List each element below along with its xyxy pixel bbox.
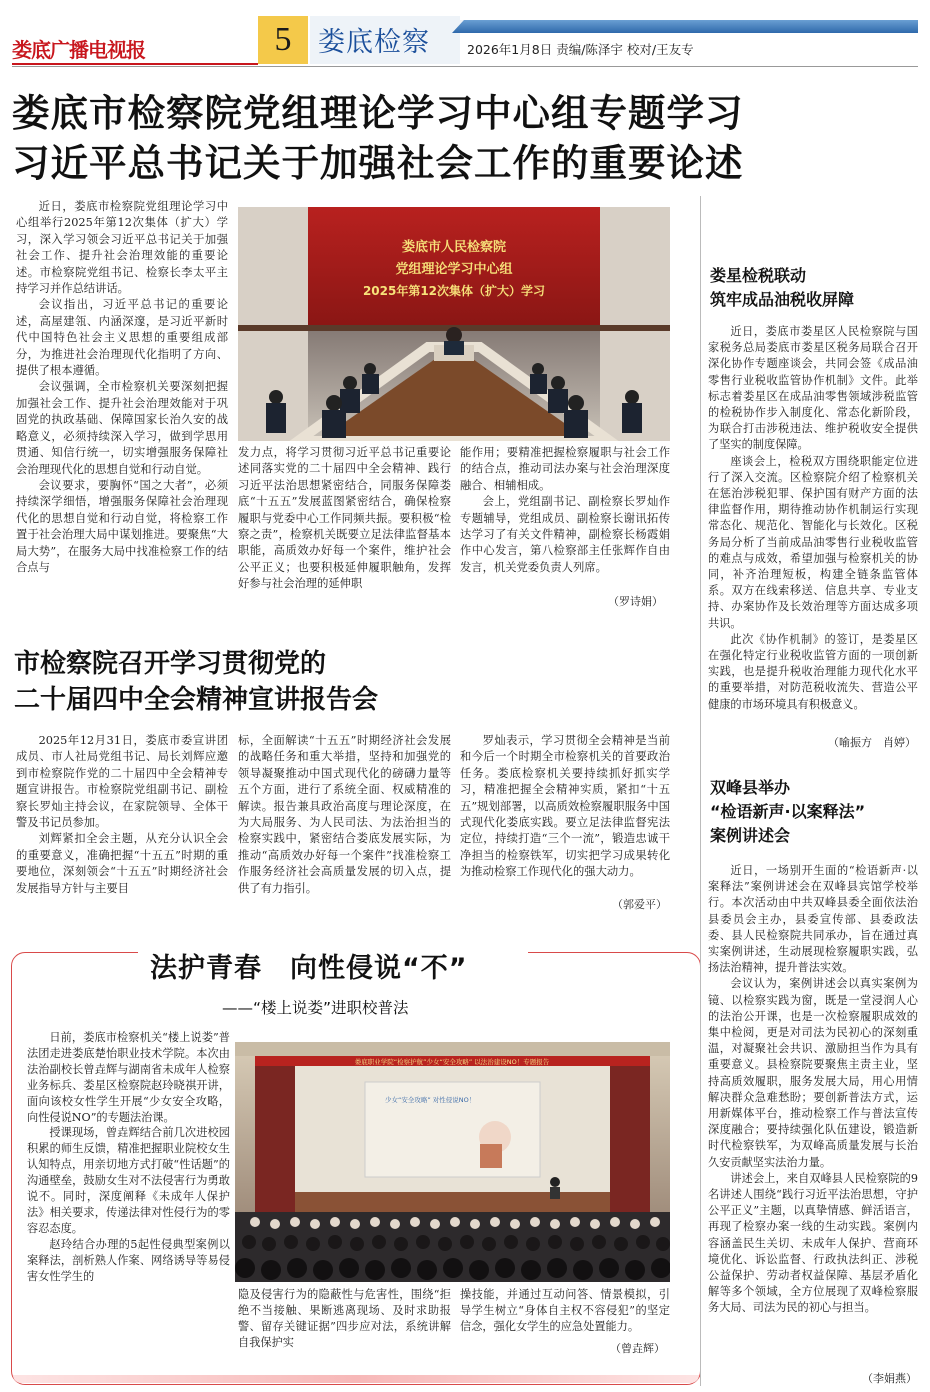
article3-byline: （曾垚辉） bbox=[610, 1342, 665, 1355]
side2-headline-line3: 案例讲述会 bbox=[710, 826, 791, 845]
column-divider bbox=[700, 196, 701, 1386]
photo-screen-text: 少女“安全攻略” 对性侵说NO！ bbox=[385, 1096, 476, 1104]
audience bbox=[235, 1212, 670, 1282]
side1-body bbox=[708, 324, 918, 728]
article3-paragraph: 授课现场，曾垚辉结合前几次进校园积累的师生反馈，精准把握职业院校女生认知特点，用亲切地方式打破“性话题”的沟通壁垒，鼓励女生对不法侵害行为勇敢说不。同时，深度阐释《未成年人保护法》相关要求，传递法律对性侵行为的零容忍态度。 bbox=[27, 1126, 230, 1235]
article2-paragraph: 标，全面解读“十五五”时期经济社会发展的战略任务和重大举措，坚持和加强党的领导凝聚推动中国式现代化的磅礴力量等五个方面，进行了系统全面、权威精准的解读。报告兼具政治高度与理论深度，在为大局服务、为人民司法、为法治担当的检察实践中，紧密结合娄底发展实际，为推动“高质效办好每一个案件”找准检察工作服务经济社会高质量发展的切入点，提供了有力指引。 bbox=[238, 734, 451, 895]
meeting-photo-illustration bbox=[238, 207, 670, 441]
article2-headline bbox=[14, 646, 378, 718]
article1-paragraph: 近日，娄底市检察院党组理论学习中心组举行2025年第12次集体（扩大）学习，深入学习领会习近平总书记关于加强社会工作、提升社会治理效能的重要论述。市检察院党组书记、检察长李太平主持学习并作总结讲话。 bbox=[16, 200, 228, 296]
article3-paragraph: 日前，娄底市检察机关“楼上说娄”普法团走进娄底楚怡职业技术学院。本次由法治副校长曾垚辉与湖南省未成年人检察业务标兵、娄星区检察院赵玲晓祺开讲，面向该校女性学生开展“少女安全攻略，向性侵说NO”的专题法治课。 bbox=[27, 1031, 230, 1124]
side1-paragraph: 近日，娄底市娄星区人民检察院与国家税务总局娄底市娄星区税务局联合召开深化协作专题座谈会，共同会签《成品油零售行业税收监管协作机制》文件。此举标志着娄星区在成品油零售领域涉税监管的检税协作步入制度化、常态化新阶段，为联合打击涉税违法、维护税收安全提供了坚实的制度保障。 bbox=[708, 325, 918, 452]
article1-headline bbox=[12, 88, 918, 188]
article2-column-1 bbox=[16, 733, 228, 918]
side2-headline-line1: 双峰县举办 bbox=[710, 778, 791, 797]
photo-screen-line3: 2025年第12次集体（扩大）学习 bbox=[362, 284, 546, 298]
article1-paragraph: 会议要求，要胸怀“国之大者”，必须持续深学细悟，增强服务保障社会治理现代化的思想自觉和行动自觉，将检察工作置于社会治理大局中谋划推进。要聚焦“大局大势”，在服务大局中找准检察工作的结合点与 bbox=[16, 478, 228, 574]
article3-paragraph: 赵玲结合办理的5起性侵典型案例以案释法，剖析熟人作案、网络诱导等易侵害女性学生的 bbox=[27, 1237, 230, 1283]
article3-paragraph: 操技能，并通过互动问答、情景模拟，引导学生树立“身体自主权不容侵犯”的坚定信念，强化女学生的应急处置能力。 bbox=[460, 1288, 670, 1333]
side2-headline bbox=[710, 776, 865, 848]
article1-byline: （罗诗娟） bbox=[608, 595, 663, 608]
masthead bbox=[0, 0, 930, 68]
side1-headline bbox=[710, 264, 854, 312]
article2-column-3 bbox=[460, 733, 670, 903]
article2-paragraph: 罗灿表示，学习贯彻全会精神是当前和今后一个时期全市检察机关的首要政治任务。娄底检察机关要持续抓好抓实学习，精准把握全会精神实质，紧扣“十五五”规划部署，以高质效检察履职服务中国式现代化娄底实践。要立足法律监督宪法定位，持续打造“三个一流”，锻造忠诚干净担当的检察铁军，切实把学习成果转化为推动检察工作现代化的强大动力。 bbox=[460, 734, 670, 879]
article1-paragraph: 能作用；要精准把握检察履职与社会工作的结合点，推动司法办案与社会治理深度融合、相辅相成。 bbox=[460, 446, 670, 492]
article2-paragraph: 2025年12月31日，娄底市委宣讲团成员、市人社局党组书记、局长刘辉应邀到市检察院作党的二十届四中全会精神专题宣讲报告。市检察院党组副书记、副检察长罗灿主持会议，在家院领导、全体干警及书记员参加。 bbox=[16, 734, 228, 830]
side2-paragraph: 近日，一场别开生面的“检语新声·以案释法”案例讲述会在双峰县宾馆学校举行。本次活动由中共双峰县委全面依法治县委员会主办，县委宣传部、县委政法委、县人民检察院共同承办，旨在通过真实案例讲述，生动展现检察履职实践，弘扬法治精神，提升普法实效。 bbox=[708, 864, 918, 975]
article1-headline-line1: 娄底市检察院党组理论学习中心组专题学习 bbox=[12, 91, 744, 135]
article2-headline-line2: 二十届四中全会精神宣讲报告会 bbox=[14, 685, 379, 715]
article1-paragraph: 发力点，将学习贯彻习近平总书记重要论述同落实党的二十届四中全会精神、践行习近平法治思想紧密结合，同服务保障娄底“十五五”发展蓝图紧密结合，确保检察履职与党委中心工作同频共振。要积极“检察之责”，检察机关既要立足法律监督基本职能，高质效办好每一个案件，维护社会公平正义；也要积极延伸履职触角，发挥好参与社会治理的延伸职 bbox=[238, 446, 451, 591]
article3-paragraph: 隐及侵害行为的隐蔽性与危害性，围绕“拒绝不当接触、果断逃离现场、及时求助报警、留存关键证据”四步应对法，系统讲解自我保护实 bbox=[238, 1288, 451, 1349]
photo-banner-text: 娄底职业学院“检察护航”少女“安全攻略” 以法治建设NO！专题报告 bbox=[354, 1058, 550, 1066]
article3-photo bbox=[235, 1042, 670, 1282]
photo-screen-line2: 党组理论学习中心组 bbox=[395, 262, 513, 277]
article3-subtitle: ——“楼上说娄”进职校普法 bbox=[222, 999, 409, 1017]
side1-paragraph: 座谈会上，检税双方围绕职能定位进行了深入交流。区检察院介绍了检察机关在惩治涉税犯罪、保护国有财产方面的法律监督作用，期待推动协作机制运行实现常态化、规范化、智能化与长效化。区税务局分析了当前成品油零售行业税收监管的难点与成效，希望加强与检察机关的协同，补齐治理短板，构建全链条监管体系。双方在线索移送、信息共享、专业支持、办案协作及长效治理等方面达成多项共识。 bbox=[708, 454, 918, 630]
header-blue-rule bbox=[452, 20, 918, 33]
article2-paragraph: 刘辉紧扣全会主题，从充分认识全会的重要意义，准确把握“十五五”时期的重要地位，深刻领会“十五五”时期经济社会发展指导方针与主要目 bbox=[16, 832, 228, 895]
side2-headline-line2: “检语新声·以案释法” bbox=[710, 802, 866, 821]
article3-column-2 bbox=[238, 1287, 451, 1362]
article1-column-1 bbox=[16, 199, 228, 611]
lecture-photo-illustration bbox=[235, 1042, 670, 1282]
article1-headline-line2: 习近平总书记关于加强社会工作的重要论述 bbox=[12, 141, 744, 185]
side1-headline-line1: 娄星检税联动 bbox=[710, 266, 807, 285]
header-gray-rule bbox=[12, 66, 918, 67]
article2-headline-line1: 市检察院召开学习贯彻党的 bbox=[14, 649, 327, 679]
issue-meta: 2026年1月8日 责编/陈泽宇 校对/王友专 bbox=[467, 42, 694, 57]
section-name: 娄底检察 bbox=[318, 27, 430, 58]
article3-headline: 法护青春 向性侵说“不” bbox=[150, 953, 468, 984]
article1-paragraph: 会议强调，全市检察机关要深刻把握加强社会工作、提升社会治理效能对于巩固党的执政基础、保障国家长治久安的战略意义，必须持续深入学习，做到学思用贯通、知信行统一，切实增强服务保障社会治理现代化的思想自觉和行动自觉。 bbox=[16, 380, 228, 476]
header-red-rule bbox=[12, 63, 258, 65]
article1-column-3 bbox=[460, 445, 670, 595]
article1-paragraph: 会上，党组副书记、副检察长罗灿作专题辅导，党组成员、副检察长谢讯拓传达学习了有关文件精神，副检察长杨霞娟作中心发言，第八检察部主任张辉作自由发言，机关党委负责人列席。 bbox=[460, 495, 670, 574]
article2-column-2 bbox=[238, 733, 451, 918]
side1-byline: （喻振方 肖婷） bbox=[828, 736, 916, 749]
page-number: 5 bbox=[258, 16, 308, 64]
side2-byline: （李娟燕） bbox=[862, 1372, 917, 1385]
article1-column-2 bbox=[238, 445, 451, 611]
side2-paragraph: 会议认为，案例讲述会以真实案例为镜、以检察实践为窗，既是一堂浸润人心的法治公开课，也是一次检察履职成效的集中检阅，更是对司法为民初心的深刻重温，对凝聚社会共识、激励担当作为具有重要意义。县检察院要聚焦主责主业，坚持高质效履职，服务发展大局，用心用情解决群众急难愁盼；要创新普法方式，运用新媒体平台，推动检察工作与普法宣传深度融合；要持续强化队伍建设，锻造新时代检察铁军，为双峰高质量发展与长治久安贡献坚实法治力量。 bbox=[708, 977, 918, 1169]
article2-byline: （郭爱平） bbox=[612, 898, 667, 911]
article1-photo bbox=[238, 207, 670, 441]
photo-screen-line1: 娄底市人民检察院 bbox=[401, 240, 507, 255]
side2-body bbox=[708, 863, 918, 1367]
article1-paragraph: 会议指出，习近平总书记的重要论述，高屋建瓴、内涵深邃，是习近平新时代中国特色社会主义思想的重要组成部分，为推进社会治理现代化指明了方向、提供了根本遵循。 bbox=[16, 298, 228, 378]
side1-paragraph: 此次《协作机制》的签订，是娄星区在强化特定行业税收监管方面的一项创新实践，也是提升税收治理能力现代化水平的重要举措，对防范税收流失、营造公平健康的市场环境具有积极意义。 bbox=[708, 632, 918, 711]
article3-column-1 bbox=[27, 1030, 230, 1382]
side2-paragraph: 讲述会上，来自双峰县人民检察院的9名讲述人围绕“践行习近平法治思想，守护公平正义”主题，以真挚情感、鲜活语言，再现了检察办案一线的生动实践。案例内容涵盖民生关切、未成年人保护、营商环境优化、诉讼监督、行政执法纠正、涉税公益保护、劳动者权益保障、基层矛盾化解等多个领域，全方位展现了双峰检察服务大局、司法为民的初心与担当。 bbox=[708, 1171, 918, 1315]
side1-headline-line2: 筑牢成品油税收屏障 bbox=[710, 290, 855, 309]
paper-name: 娄底广播电视报 bbox=[12, 38, 145, 62]
